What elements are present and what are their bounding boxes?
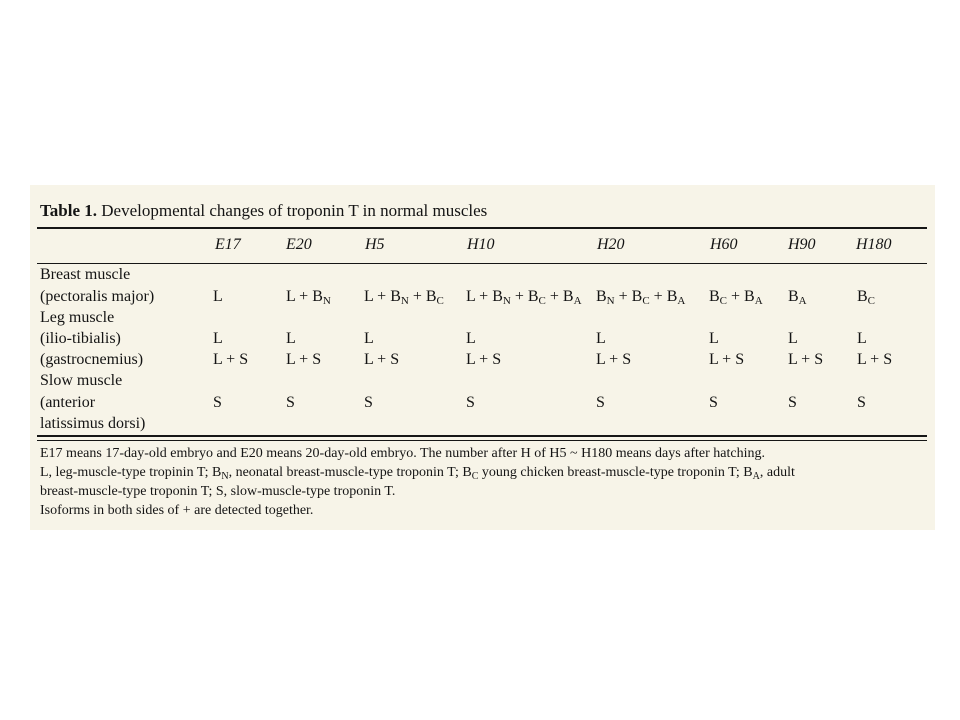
table-cell [364, 330, 374, 348]
table-cell [596, 351, 631, 369]
subscript: A [798, 295, 807, 307]
text-run: + B [510, 288, 539, 305]
text-run: E17 means 17-day-old embryo and E20 means 20-day-old embryo. The number after H of H5 ~ H180 means days after hatching. [40, 446, 765, 461]
text-run: L [213, 330, 223, 347]
footnote-line [40, 503, 313, 519]
subscript: A [752, 471, 760, 482]
header-rule [37, 263, 927, 264]
table-cell [857, 288, 875, 306]
subscript: C [867, 295, 876, 307]
footnote-line [40, 465, 795, 481]
text-run: L [596, 330, 606, 347]
subscript: C [538, 295, 546, 307]
bottom-rule-thin [37, 440, 927, 441]
text-run: L + S [788, 351, 824, 368]
table-cell [857, 330, 867, 348]
subscript: A [754, 295, 763, 307]
text-run: B [709, 288, 720, 305]
table-caption: Developmental changes of troponin T in normal muscles [101, 201, 488, 220]
table-cell [596, 288, 685, 306]
column-header: E17 [215, 236, 241, 253]
table-cell [466, 394, 475, 412]
text-run: B [596, 288, 607, 305]
table-cell [466, 351, 501, 369]
column-header: E20 [286, 236, 312, 253]
text-run: , adult [759, 465, 795, 480]
table-cell [709, 288, 763, 306]
table-cell [857, 394, 866, 412]
text-run: L [788, 330, 798, 347]
text-run: + B [727, 288, 755, 305]
table-cell [788, 330, 798, 348]
row-label: Breast muscle [40, 266, 131, 283]
text-run: + B [408, 288, 437, 305]
table-title [40, 201, 487, 221]
table-cell [709, 351, 744, 369]
column-header: H20 [597, 236, 625, 253]
table-cell [364, 351, 399, 369]
text-run: L [213, 288, 223, 305]
table-cell [788, 288, 807, 306]
text-run: L, leg-muscle-type tropinin T; B [40, 465, 222, 480]
table-cell [213, 394, 222, 412]
text-run: + B [614, 288, 643, 305]
text-run: L + S [364, 351, 400, 368]
text-run: L + B [286, 288, 323, 305]
bottom-rule [37, 435, 927, 437]
row-label: (gastrocnemius) [40, 351, 144, 368]
column-header: H5 [365, 236, 385, 253]
text-run: L + S [596, 351, 632, 368]
table-cell [213, 288, 223, 306]
row-label: (ilio-tibialis) [40, 330, 121, 347]
table-cell [286, 288, 331, 306]
subscript: N [502, 295, 511, 307]
text-run: B [857, 288, 868, 305]
text-run: Isoforms in both sides of + are detected together. [40, 503, 314, 518]
table-cell [596, 394, 605, 412]
row-label: Slow muscle [40, 372, 123, 389]
table-cell [709, 394, 718, 412]
text-run: S [213, 394, 222, 411]
text-run: L + S [857, 351, 893, 368]
text-run: S [286, 394, 295, 411]
table-cell [286, 351, 321, 369]
text-run: S [466, 394, 475, 411]
table-cell [213, 330, 223, 348]
table-cell [857, 351, 892, 369]
column-header: H10 [467, 236, 495, 253]
top-rule [37, 227, 927, 229]
text-run: + B [649, 288, 678, 305]
row-label: latissimus dorsi) [40, 415, 146, 432]
subscript: A [573, 295, 582, 307]
table-cell [709, 330, 719, 348]
text-run: L + B [466, 288, 503, 305]
text-run: L [466, 330, 476, 347]
text-run: S [709, 394, 718, 411]
text-run: L [709, 330, 719, 347]
subscript: C [436, 295, 444, 307]
text-run: B [788, 288, 799, 305]
subscript: C [471, 471, 479, 482]
subscript: A [677, 295, 686, 307]
column-header: H90 [788, 236, 816, 253]
column-header: H180 [856, 236, 892, 253]
subscript: N [400, 295, 409, 307]
text-run: + B [545, 288, 574, 305]
table-cell [286, 394, 295, 412]
subscript: N [606, 295, 615, 307]
text-run: young chicken breast-muscle-type troponin T; B [478, 465, 753, 480]
table-cell [364, 288, 444, 306]
text-run: S [857, 394, 866, 411]
text-run: L [857, 330, 867, 347]
table-cell [788, 351, 823, 369]
table-cell [466, 330, 476, 348]
table-cell [286, 330, 296, 348]
subscript: N [322, 295, 331, 307]
footnote-line [40, 446, 765, 462]
text-run: L [286, 330, 296, 347]
text-run: breast-muscle-type troponin T; S, slow-muscle-type troponin T. [40, 484, 396, 499]
table-cell [364, 394, 373, 412]
column-header: H60 [710, 236, 738, 253]
row-label: Leg muscle [40, 309, 115, 326]
text-run: S [788, 394, 797, 411]
text-run: L + S [286, 351, 322, 368]
text-run: L [364, 330, 374, 347]
text-run: L + B [364, 288, 401, 305]
text-run: , neonatal breast-muscle-type troponin T; B [228, 465, 472, 480]
row-label: (pectoralis major) [40, 288, 155, 305]
text-run: S [364, 394, 373, 411]
subscript: C [719, 295, 728, 307]
text-run: S [596, 394, 605, 411]
table-cell [788, 394, 797, 412]
subscript: C [642, 295, 650, 307]
text-run: L + S [213, 351, 249, 368]
subscript: N [221, 471, 229, 482]
text-run: L + S [709, 351, 745, 368]
table-cell [466, 288, 582, 306]
text-run: L + S [466, 351, 502, 368]
table-cell [213, 351, 248, 369]
table-cell [596, 330, 606, 348]
row-label: (anterior [40, 394, 96, 411]
footnote-line [40, 484, 395, 500]
table-number: Table 1. [40, 201, 98, 220]
